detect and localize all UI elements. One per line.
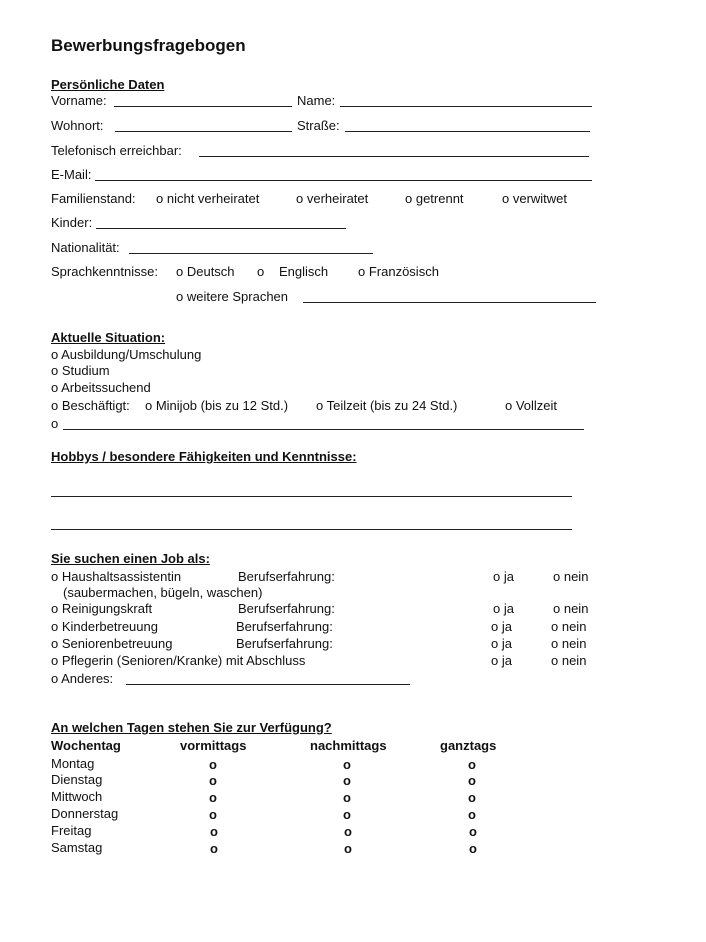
day-checkbox-nachmittags[interactable]: o [343, 757, 351, 772]
kinder-field[interactable] [96, 228, 346, 229]
day-checkbox-nachmittags[interactable]: o [344, 824, 352, 839]
kinder-label: Kinder: [51, 215, 93, 230]
strasse-field[interactable] [345, 131, 590, 132]
job-experience-yes[interactable]: o ja [493, 601, 514, 616]
day-label: Freitag [51, 823, 92, 838]
job-experience-yes[interactable]: o ja [491, 653, 512, 668]
telefon-field[interactable] [199, 156, 589, 157]
job-pflegerin[interactable]: o Pflegerin (Senioren/Kranke) mit Abschluss [51, 653, 306, 668]
days-col-wochentag: Wochentag [51, 738, 121, 753]
section-heading-days: An welchen Tagen stehen Sie zur Verfügung? [51, 720, 332, 735]
employment-teilzeit[interactable]: o Teilzeit (bis zu 24 Std.) [316, 398, 458, 413]
wohnort-label: Wohnort: [51, 118, 104, 133]
job-experience-no[interactable]: o nein [551, 619, 587, 634]
job-experience-label: Berufserfahrung: [238, 601, 335, 616]
situation-arbeitssuchend[interactable]: o Arbeitssuchend [51, 380, 151, 395]
nationalitaet-label: Nationalität: [51, 240, 120, 255]
job-experience-no[interactable]: o nein [553, 601, 589, 616]
email-label: E-Mail: [51, 167, 92, 182]
email-field[interactable] [95, 180, 592, 181]
day-checkbox-ganztags[interactable]: o [469, 824, 477, 839]
section-heading-personal: Persönliche Daten [51, 77, 165, 92]
employment-vollzeit[interactable]: o Vollzeit [505, 398, 558, 413]
lang-option-deutsch[interactable]: o Deutsch [176, 264, 235, 279]
lang-option-englisch: Englisch [279, 264, 329, 279]
situation-other-field[interactable] [63, 429, 584, 430]
hobbys-field-line-1[interactable] [51, 496, 572, 497]
weitere-sprachen-field[interactable] [303, 302, 596, 303]
lang-option-franzoesisch[interactable]: o Französisch [358, 264, 439, 279]
familienstand-label: Familienstand: [51, 191, 136, 206]
job-experience-yes[interactable]: o ja [491, 619, 512, 634]
job-experience-no[interactable]: o nein [551, 636, 587, 651]
fam-option-getrennt[interactable]: o getrennt [405, 191, 464, 206]
job-experience-label: Berufserfahrung: [236, 636, 333, 651]
day-checkbox-vormittags[interactable]: o [210, 824, 218, 839]
day-label: Samstag [51, 840, 103, 855]
wohnort-field[interactable] [115, 131, 292, 132]
situation-other-mark[interactable]: o [51, 416, 59, 431]
day-checkbox-ganztags[interactable]: o [468, 773, 476, 788]
day-checkbox-vormittags[interactable]: o [210, 841, 218, 856]
fam-option-verwitwet[interactable]: o verwitwet [502, 191, 568, 206]
day-checkbox-ganztags[interactable]: o [468, 807, 476, 822]
employment-minijob[interactable]: o Minijob (bis zu 12 Std.) [145, 398, 289, 413]
nationalitaet-field[interactable] [129, 253, 373, 254]
days-col-ganztags: ganztags [440, 738, 497, 753]
job-seniorenbetreuung[interactable]: o Seniorenbetreuung [51, 636, 173, 651]
sprachkenntnisse-label: Sprachkenntnisse: [51, 264, 158, 279]
hobbys-field-line-2[interactable] [51, 529, 572, 530]
name-field[interactable] [340, 106, 592, 107]
section-heading-hobbys: Hobbys / besondere Fähigkeiten und Kenntnisse: [51, 449, 357, 464]
day-checkbox-vormittags[interactable]: o [209, 807, 217, 822]
job-anderes-field[interactable] [126, 684, 410, 685]
situation-studium[interactable]: o Studium [51, 363, 110, 378]
vorname-field[interactable] [114, 106, 292, 107]
day-checkbox-nachmittags[interactable]: o [343, 773, 351, 788]
day-label: Donnerstag [51, 806, 119, 821]
day-checkbox-ganztags[interactable]: o [468, 757, 476, 772]
name-label: Name: [297, 93, 336, 108]
fam-option-nicht-verheiratet[interactable]: o nicht verheiratet [156, 191, 260, 206]
job-experience-yes[interactable]: o ja [491, 636, 512, 651]
job-kinderbetreuung[interactable]: o Kinderbetreuung [51, 619, 158, 634]
job-experience-no[interactable]: o nein [553, 569, 589, 584]
day-checkbox-vormittags[interactable]: o [209, 790, 217, 805]
day-label: Montag [51, 756, 95, 771]
days-col-nachmittags: nachmittags [310, 738, 387, 753]
job-anderes-label[interactable]: o Anderes: [51, 671, 114, 686]
strasse-label: Straße: [297, 118, 340, 133]
situation-ausbildung[interactable]: o Ausbildung/Umschulung [51, 347, 202, 362]
situation-beschaeftigt[interactable]: o Beschäftigt: [51, 398, 130, 413]
job-reinigungskraft[interactable]: o Reinigungskraft [51, 601, 153, 616]
telefon-label: Telefonisch erreichbar: [51, 143, 182, 158]
job-experience-no[interactable]: o nein [551, 653, 587, 668]
day-checkbox-vormittags[interactable]: o [209, 757, 217, 772]
day-checkbox-vormittags[interactable]: o [209, 773, 217, 788]
day-label: Mittwoch [51, 789, 103, 804]
section-heading-job: Sie suchen einen Job als: [51, 551, 210, 566]
job-experience-label: Berufserfahrung: [238, 569, 335, 584]
days-col-vormittags: vormittags [180, 738, 247, 753]
section-heading-situation: Aktuelle Situation: [51, 330, 166, 345]
job-haushaltsassistentin[interactable]: o Haushaltsassistentin [51, 569, 182, 584]
fam-option-verheiratet[interactable]: o verheiratet [296, 191, 369, 206]
weitere-sprachen-label[interactable]: o weitere Sprachen [176, 289, 289, 304]
page-title: Bewerbungsfragebogen [51, 36, 246, 55]
day-checkbox-ganztags[interactable]: o [468, 790, 476, 805]
day-checkbox-nachmittags[interactable]: o [343, 807, 351, 822]
job-haushaltsassistentin-note: (saubermachen, bügeln, waschen) [63, 585, 263, 600]
vorname-label: Vorname: [51, 93, 107, 108]
day-checkbox-nachmittags[interactable]: o [344, 841, 352, 856]
day-checkbox-nachmittags[interactable]: o [343, 790, 351, 805]
job-experience-yes[interactable]: o ja [493, 569, 514, 584]
lang-option-englisch-mark[interactable]: o [257, 264, 265, 279]
job-experience-label: Berufserfahrung: [236, 619, 333, 634]
day-label: Dienstag [51, 772, 103, 787]
day-checkbox-ganztags[interactable]: o [469, 841, 477, 856]
